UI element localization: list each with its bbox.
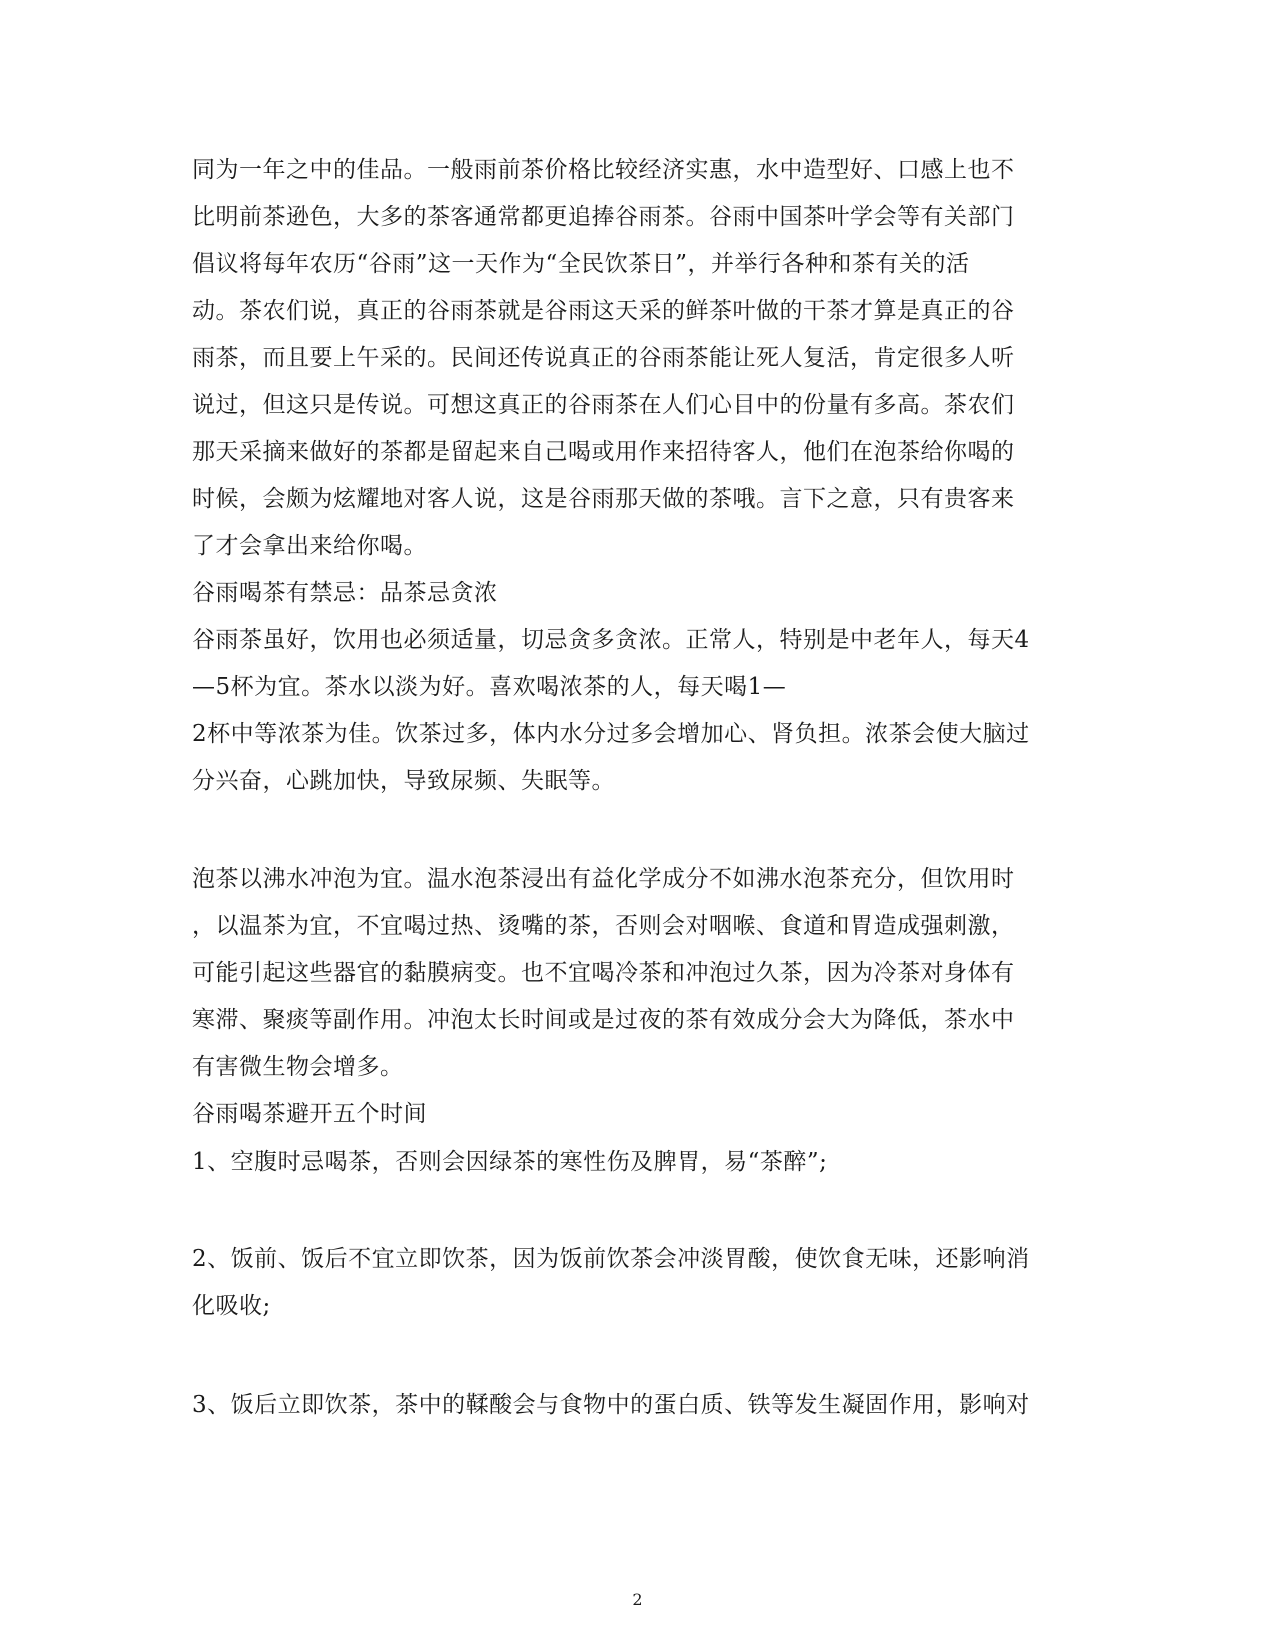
body-text-line: 2杯中等浓茶为佳。饮茶过多，体内水分过多会增加心、肾负担。浓茶会使大脑过	[192, 721, 1030, 747]
body-text-line: 了才会拿出来给你喝。	[192, 533, 427, 559]
body-text-line: —5杯为宜。茶水以淡为好。喜欢喝浓茶的人，每天喝1—	[192, 674, 787, 700]
body-text-line: 时候，会颇为炫耀地对客人说，这是谷雨那天做的茶哦。言下之意，只有贵客来	[192, 486, 1015, 512]
body-text-line: 倡议将每年农历“谷雨”这一天作为“全民饮茶日”，并举行各种和茶有关的活	[192, 251, 970, 277]
section-heading: 谷雨喝茶避开五个时间	[192, 1101, 427, 1127]
section-heading: 谷雨喝茶有禁忌：品茶忌贪浓	[192, 580, 498, 606]
list-item: 3、饭后立即饮茶，茶中的鞣酸会与食物中的蛋白质、铁等发生凝固作用，影响对	[192, 1392, 1030, 1418]
body-text-line: 可能引起这些器官的黏膜病变。也不宜喝冷茶和冲泡过久茶，因为冷茶对身体有	[192, 960, 1015, 986]
body-text-line: 说过，但这只是传说。可想这真正的谷雨茶在人们心目中的份量有多高。茶农们	[192, 392, 1015, 418]
body-text-line: 那天采摘来做好的茶都是留起来自己喝或用作来招待客人，他们在泡茶给你喝的	[192, 439, 1015, 465]
body-text-line: 比明前茶逊色，大多的茶客通常都更追捧谷雨茶。谷雨中国茶叶学会等有关部门	[192, 204, 1015, 230]
body-text-line: 同为一年之中的佳品。一般雨前茶价格比较经济实惠，水中造型好、口感上也不	[192, 157, 1015, 183]
list-item-continuation: 化吸收;	[192, 1293, 271, 1319]
body-text-line: 动。茶农们说，真正的谷雨茶就是谷雨这天采的鲜茶叶做的干茶才算是真正的谷	[192, 298, 1015, 324]
list-item: 1、空腹时忌喝茶，否则会因绿茶的寒性伤及脾胃，易“茶醉”;	[192, 1149, 828, 1175]
body-text-line: 分兴奋，心跳加快，导致尿频、失眠等。	[192, 768, 615, 794]
body-text-line: 寒滞、聚痰等副作用。冲泡太长时间或是过夜的茶有效成分会大为降低，茶水中	[192, 1007, 1015, 1033]
body-text-line: 泡茶以沸水冲泡为宜。温水泡茶浸出有益化学成分不如沸水泡茶充分，但饮用时	[192, 866, 1015, 892]
page-number: 2	[632, 1590, 643, 1609]
body-text-line: 谷雨茶虽好，饮用也必须适量，切忌贪多贪浓。正常人，特别是中老年人，每天4	[192, 627, 1030, 653]
body-text-line: 雨茶，而且要上午采的。民间还传说真正的谷雨茶能让死人复活，肯定很多人听	[192, 345, 1015, 371]
body-text-line: 有害微生物会增多。	[192, 1054, 404, 1080]
body-text-line: ，以温茶为宜，不宜喝过热、烫嘴的茶，否则会对咽喉、食道和胃造成强刺激，	[192, 913, 1015, 939]
list-item: 2、饭前、饭后不宜立即饮茶，因为饭前饮茶会冲淡胃酸，使饮食无味，还影响消	[192, 1246, 1030, 1272]
